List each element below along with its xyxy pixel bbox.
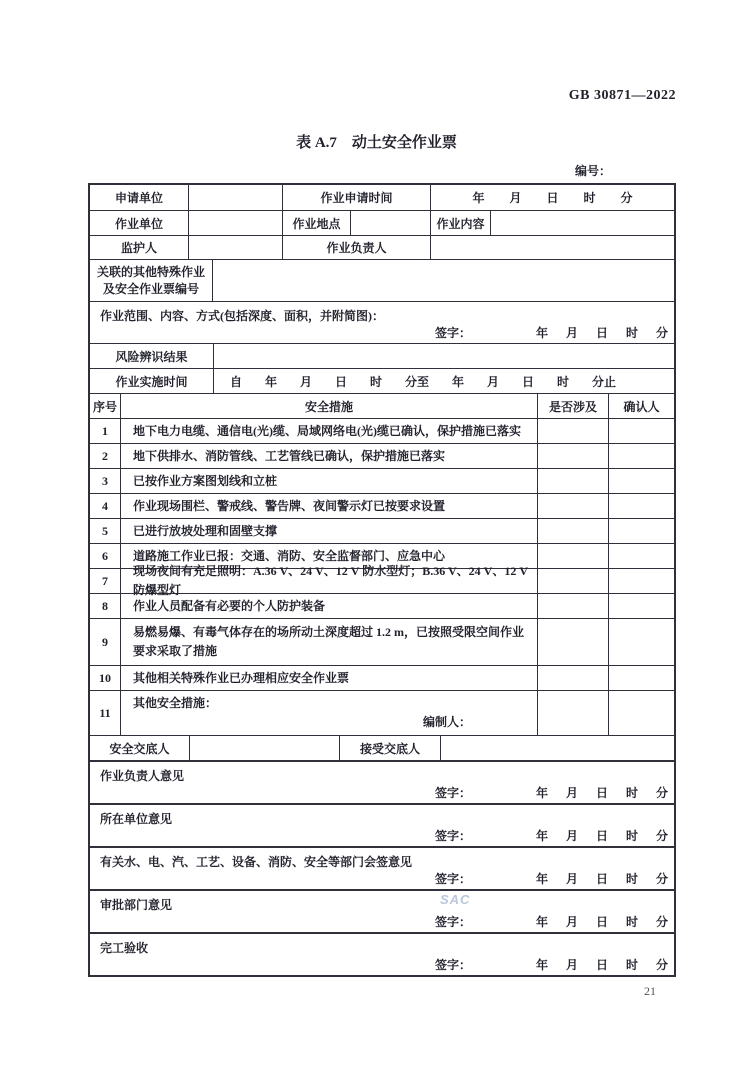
- table-caption: 表 A.7 动土安全作业票: [296, 135, 457, 151]
- measure-row: 2 地下供排水、消防管线、工艺管线已确认，保护措施已落实: [90, 443, 674, 468]
- opinion-row: [90, 760, 674, 803]
- apply-time-label: 作业申请时间: [282, 185, 430, 210]
- involved-cell: [537, 494, 608, 518]
- measure-row: 9 易燃易爆、有毒气体存在的场所动土深度超过 1.2 m，已按照受限空间作业要求采取了措施: [90, 618, 674, 665]
- measure-row: 1 地下电力电缆、通信电(光)缆、局域网络电(光)缆已确认，保护措施已落实: [90, 418, 674, 443]
- row-related-tickets: [90, 259, 674, 301]
- opinion-cell: 所在单位意见 签字： 年 月 日 时 分: [100, 812, 668, 843]
- applicant-unit-label: 申请单位: [114, 191, 163, 205]
- opinion-cell-completion: 完工验收 签字： 年 月 日 时 分: [100, 941, 668, 972]
- opinion-row: [90, 889, 674, 932]
- work-place-label: 作业地点: [282, 211, 350, 235]
- briefing-giver-field: [189, 736, 339, 760]
- col-confirmer: 确认人: [608, 394, 674, 418]
- page-number: 21: [644, 984, 656, 998]
- opinion-row: [90, 932, 674, 975]
- sign-label: 签字：: [435, 326, 472, 340]
- risk-result-label: 风险辨识结果: [115, 349, 188, 364]
- related-tickets-field: [212, 260, 674, 301]
- confirmer-cell: [608, 519, 674, 543]
- risk-result-field: [213, 344, 674, 368]
- scope-signature-line: [90, 324, 674, 340]
- sign-date: 年 月 日 时 分: [535, 872, 668, 886]
- row-apply: [90, 185, 674, 210]
- involved-cell: [537, 666, 608, 690]
- sign-date: 年 月 日 时 分: [535, 326, 668, 340]
- briefing-receiver-field: [440, 736, 674, 760]
- work-leader-label: 作业负责人: [282, 236, 430, 259]
- confirmer-cell: [608, 666, 674, 690]
- row-implement-time: [90, 368, 674, 393]
- work-leader-field: [430, 236, 674, 259]
- opinion-cell: 作业负责人意见 签字： 年 月 日 时 分: [100, 769, 668, 800]
- row-scope: [90, 301, 674, 343]
- confirmer-cell: [608, 569, 674, 593]
- measure-row: 6 道路施工作业已报：交通、消防、安全监督部门、应急中心: [90, 543, 674, 568]
- work-unit-field: [188, 211, 282, 235]
- applicant-unit-field: [188, 185, 282, 210]
- related-tickets-label: 关联的其他特殊作业 及安全作业票编号: [96, 264, 205, 296]
- involved-cell: [537, 569, 608, 593]
- maker-label: 编制人：: [423, 715, 472, 729]
- involved-cell: [537, 619, 608, 665]
- work-place-field: [350, 211, 430, 235]
- measure-row: 5 已进行放坡处理和固壁支撑: [90, 518, 674, 543]
- sign-date: 年 月 日 时 分: [535, 915, 668, 929]
- opinion-cell: 有关水、电、汽、工艺、设备、消防、安全等部门会签意见 签字： 年 月 日 时 分: [100, 855, 668, 886]
- work-permit-form: [88, 183, 676, 977]
- sign-date: 年 月 日 时 分: [535, 958, 668, 972]
- confirmer-cell: [608, 544, 674, 568]
- row-risk: [90, 343, 674, 368]
- col-involved: 是否涉及: [537, 394, 608, 418]
- involved-cell: [537, 469, 608, 493]
- briefing-giver-label: 安全交底人: [109, 741, 170, 756]
- briefing-receiver-label: 接受交底人: [339, 736, 440, 760]
- guardian-label: 监护人: [120, 241, 157, 255]
- implement-time-label: 作业实施时间: [115, 374, 188, 389]
- sign-label: 签字：: [435, 872, 472, 886]
- confirmer-cell: [608, 594, 674, 618]
- opinion-cell-approval: SAC 审批部门意见 签字： 年 月 日 时 分: [100, 892, 668, 929]
- involved-cell: [537, 419, 608, 443]
- scope-text: 作业范围、内容、方式(包括深度、面积，并附简图)：: [100, 309, 384, 323]
- col-no: 序号: [92, 399, 117, 414]
- measures-header: [90, 393, 674, 418]
- work-unit-label: 作业单位: [114, 216, 163, 231]
- involved-cell: [537, 594, 608, 618]
- measure-row: 8 作业人员配备有必要的个人防护装备: [90, 593, 674, 618]
- sac-watermark: SAC: [440, 892, 471, 907]
- sign-label: 签字：: [435, 915, 472, 929]
- scope-cell: [90, 302, 674, 343]
- number-label: 编号：: [575, 164, 612, 178]
- measure-row: 3 已按作业方案图划线和立桩: [90, 468, 674, 493]
- opinion-row: [90, 846, 674, 889]
- measure-row: 7 现场夜间有充足照明：A.36 V、24 V、12 V 防水型灯；B.36 V、24 V、12 V 防爆型灯: [90, 568, 674, 593]
- sign-date: 年 月 日 时 分: [535, 829, 668, 843]
- involved-cell: [537, 544, 608, 568]
- row-briefing: [90, 735, 674, 760]
- measure-row: 10 其他相关特殊作业已办理相应安全作业票: [90, 665, 674, 690]
- sign-label: 签字：: [435, 829, 472, 843]
- standard-code: GB 30871—2022: [568, 88, 676, 103]
- involved-cell: [537, 691, 608, 735]
- confirmer-cell: [608, 619, 674, 665]
- col-measure: 安全措施: [120, 394, 537, 418]
- sign-date: 年 月 日 时 分: [535, 786, 668, 800]
- work-content-field: [490, 211, 674, 235]
- row-guardian: [90, 235, 674, 259]
- involved-cell: [537, 444, 608, 468]
- row-work-unit: [90, 210, 674, 235]
- confirmer-cell: [608, 691, 674, 735]
- apply-time-date: 年 月 日 时 分: [430, 185, 674, 210]
- measure-row: 4 作业现场围栏、警戒线、警告牌、夜间警示灯已按要求设置: [90, 493, 674, 518]
- sign-label: 签字：: [435, 958, 472, 972]
- other-measures-cell: 其他安全措施： 编制人：: [120, 691, 537, 735]
- confirmer-cell: [608, 469, 674, 493]
- confirmer-cell: [608, 419, 674, 443]
- sign-label: 签字：: [435, 786, 472, 800]
- opinion-row: [90, 803, 674, 846]
- involved-cell: [537, 519, 608, 543]
- confirmer-cell: [608, 494, 674, 518]
- implement-time-span: 自 年 月 日 时 分至 年 月 日 时 分止: [213, 369, 674, 393]
- work-content-label: 作业内容: [430, 211, 490, 235]
- guardian-field: [188, 236, 282, 259]
- measure-row: 11 其他安全措施： 编制人：: [90, 690, 674, 735]
- confirmer-cell: [608, 444, 674, 468]
